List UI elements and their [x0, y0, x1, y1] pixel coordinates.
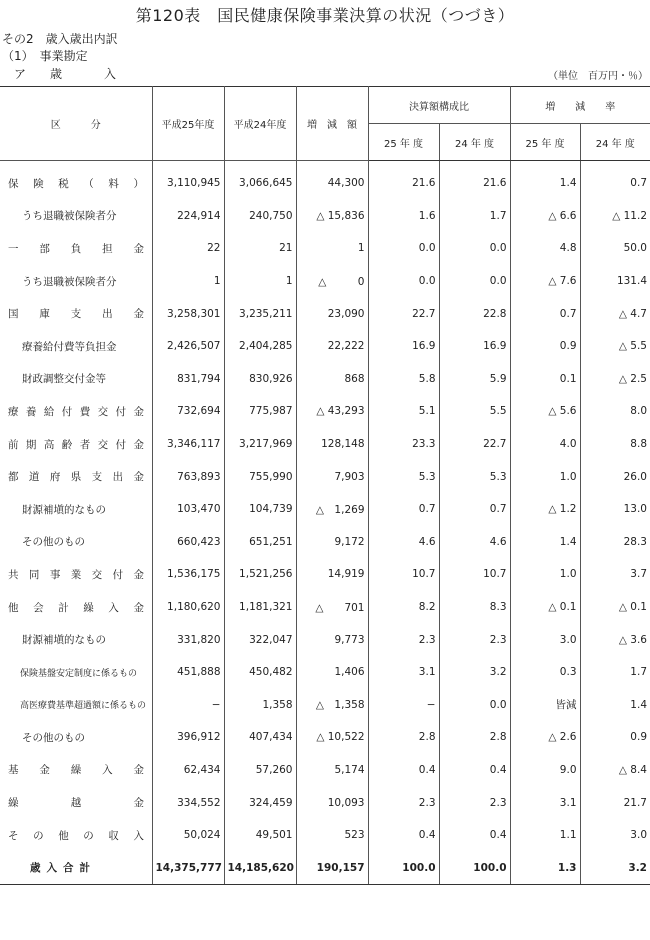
- cell-change: 868: [296, 363, 368, 396]
- cell-fy25: 224,914: [152, 200, 224, 233]
- cell-rate24: 28.3: [580, 526, 650, 559]
- row-label: その他の収入: [8, 829, 144, 842]
- table-row: [0, 623, 650, 656]
- cell-fy25: 2,426,507: [152, 330, 224, 363]
- cell-rate25: 0.9: [510, 330, 580, 363]
- cell-comp25: 2.3: [368, 786, 439, 819]
- cell-rate24: △ 5.5: [580, 330, 650, 363]
- cell-rate24: △ 3.6: [580, 623, 650, 656]
- cell-change: 128,148: [296, 428, 368, 461]
- cell-change: △ 43,293: [296, 395, 368, 428]
- table-row: [0, 591, 650, 624]
- cell-fy25: 50,024: [152, 819, 224, 852]
- cell-change: 14,919: [296, 558, 368, 591]
- row-label: 療養給付費交付金: [8, 405, 144, 418]
- cell-fy24: 830,926: [224, 363, 296, 396]
- cell-fy25: 3,258,301: [152, 297, 224, 330]
- table-row: [0, 851, 650, 884]
- table-row: [0, 460, 650, 493]
- cell-rate25: 0.7: [510, 297, 580, 330]
- cell-fy24: 1,181,321: [224, 591, 296, 624]
- cell-fy25: 331,820: [152, 623, 224, 656]
- cell-fy25: 334,552: [152, 786, 224, 819]
- cell-rate25: △ 5.6: [510, 395, 580, 428]
- header-rate25: 25 年 度: [510, 124, 580, 161]
- row-label-cell: [0, 851, 152, 884]
- row-label: 療養給付費等負担金: [22, 340, 117, 353]
- cell-rate24: 26.0: [580, 460, 650, 493]
- cell-comp25: 5.1: [368, 395, 439, 428]
- cell-rate25: △ 1.2: [510, 493, 580, 526]
- cell-rate24: 21.7: [580, 786, 650, 819]
- cell-comp24: 3.2: [439, 656, 510, 689]
- cell-rate25: 0.3: [510, 656, 580, 689]
- header-fy25: 平成25年度: [152, 87, 224, 161]
- cell-change: △ 0: [296, 265, 368, 298]
- cell-fy24: 3,235,211: [224, 297, 296, 330]
- cell-comp24: 5.9: [439, 363, 510, 396]
- cell-comp24: 22.8: [439, 297, 510, 330]
- table-row: [0, 526, 650, 559]
- cell-comp25: 0.0: [368, 232, 439, 265]
- cell-fy24: 775,987: [224, 395, 296, 428]
- row-label-cell: [0, 493, 152, 526]
- header-rate: 増 減 率: [510, 87, 650, 124]
- cell-fy24: 240,750: [224, 200, 296, 233]
- row-label-cell: [0, 786, 152, 819]
- header-change: 増 減 額: [296, 87, 368, 161]
- cell-comp25: 22.7: [368, 297, 439, 330]
- cell-change: 1,406: [296, 656, 368, 689]
- cell-rate24: 8.8: [580, 428, 650, 461]
- cell-fy25: 1,180,620: [152, 591, 224, 624]
- cell-fy24: 1,358: [224, 689, 296, 722]
- row-label-cell: [0, 161, 152, 200]
- table-row: [0, 558, 650, 591]
- cell-rate25: △ 7.6: [510, 265, 580, 298]
- cell-fy24: 3,217,969: [224, 428, 296, 461]
- cell-change: △ 1,269: [296, 493, 368, 526]
- table-row: [0, 161, 650, 200]
- cell-rate24: 1.4: [580, 689, 650, 722]
- row-label-cell: [0, 526, 152, 559]
- cell-comp24: 5.5: [439, 395, 510, 428]
- table-row: [0, 363, 650, 396]
- row-label: 歳入合計: [30, 862, 96, 875]
- header-comp24: 24 年 度: [439, 124, 510, 161]
- cell-rate24: △ 2.5: [580, 363, 650, 396]
- cell-comp24: 1.7: [439, 200, 510, 233]
- table-row: [0, 200, 650, 233]
- cell-change: 10,093: [296, 786, 368, 819]
- cell-comp25: 1.6: [368, 200, 439, 233]
- cell-change: 9,773: [296, 623, 368, 656]
- row-label: 保険税（料）: [8, 177, 144, 190]
- table-row: [0, 265, 650, 298]
- table-row: [0, 493, 650, 526]
- section-label: ア 歳 入: [14, 67, 123, 81]
- cell-fy24: 57,260: [224, 754, 296, 787]
- cell-fy25: 831,794: [152, 363, 224, 396]
- table-body: [0, 161, 650, 885]
- row-label: 財源補塡的なもの: [22, 503, 106, 516]
- cell-comp24: 21.6: [439, 161, 510, 200]
- table-row: [0, 819, 650, 852]
- cell-change: 44,300: [296, 161, 368, 200]
- cell-rate24: 8.0: [580, 395, 650, 428]
- cell-comp25: 3.1: [368, 656, 439, 689]
- cell-fy25: 1: [152, 265, 224, 298]
- cell-rate25: 9.0: [510, 754, 580, 787]
- cell-fy24: 3,066,645: [224, 161, 296, 200]
- table-row: [0, 786, 650, 819]
- cell-fy25: 14,375,777: [152, 851, 224, 884]
- cell-comp25: 0.0: [368, 265, 439, 298]
- row-label-cell: [0, 232, 152, 265]
- cell-fy24: 2,404,285: [224, 330, 296, 363]
- cell-fy24: 407,434: [224, 721, 296, 754]
- row-label-cell: [0, 656, 152, 689]
- cell-comp25: 23.3: [368, 428, 439, 461]
- cell-fy25: 396,912: [152, 721, 224, 754]
- cell-comp24: 4.6: [439, 526, 510, 559]
- cell-comp24: 2.3: [439, 786, 510, 819]
- subtitle-breakdown: その2 歳入歳出内訳: [2, 32, 118, 46]
- cell-rate24: △ 8.4: [580, 754, 650, 787]
- cell-comp24: 0.7: [439, 493, 510, 526]
- cell-comp24: 22.7: [439, 428, 510, 461]
- table-title: 第120表 国民健康保険事業決算の状況（つづき）: [135, 6, 515, 25]
- cell-fy24: 21: [224, 232, 296, 265]
- row-label: 高医療費基準超過額に係るもの: [20, 701, 147, 712]
- table-row: [0, 330, 650, 363]
- cell-comp25: 2.8: [368, 721, 439, 754]
- cell-comp24: 5.3: [439, 460, 510, 493]
- cell-comp24: 0.4: [439, 754, 510, 787]
- row-label: 保険基盤安定制度に係るもの: [20, 668, 138, 679]
- row-label: 他会計繰入金: [8, 601, 144, 614]
- cell-rate25: 4.0: [510, 428, 580, 461]
- cell-rate24: △ 4.7: [580, 297, 650, 330]
- row-label: うち退職被保険者分: [22, 275, 117, 288]
- table-row: [0, 395, 650, 428]
- cell-comp24: 0.0: [439, 232, 510, 265]
- row-label-cell: [0, 395, 152, 428]
- cell-comp24: 2.3: [439, 623, 510, 656]
- cell-fy25: 660,423: [152, 526, 224, 559]
- header-composition: 決算額構成比: [368, 87, 510, 124]
- row-label: 財政調整交付金等: [22, 373, 106, 386]
- cell-fy25: 732,694: [152, 395, 224, 428]
- cell-fy25: 22: [152, 232, 224, 265]
- cell-comp25: 5.8: [368, 363, 439, 396]
- row-label: 繰越金: [8, 797, 144, 810]
- cell-fy25: 451,888: [152, 656, 224, 689]
- cell-comp24: 100.0: [439, 851, 510, 884]
- cell-change: 22,222: [296, 330, 368, 363]
- cell-fy25: 3,110,945: [152, 161, 224, 200]
- row-label-cell: [0, 689, 152, 722]
- cell-rate25: 1.3: [510, 851, 580, 884]
- row-label: 一部負担金: [8, 242, 144, 255]
- header-fy24: 平成24年度: [224, 87, 296, 161]
- cell-comp25: 10.7: [368, 558, 439, 591]
- cell-fy25: 62,434: [152, 754, 224, 787]
- cell-change: △ 15,836: [296, 200, 368, 233]
- subtitle-account: （1） 事業勘定: [2, 49, 88, 63]
- table-row: [0, 297, 650, 330]
- cell-comp24: 8.3: [439, 591, 510, 624]
- table-row: [0, 721, 650, 754]
- table-row: [0, 232, 650, 265]
- cell-rate24: 3.2: [580, 851, 650, 884]
- table-row: [0, 656, 650, 689]
- cell-comp24: 10.7: [439, 558, 510, 591]
- cell-comp25: 2.3: [368, 623, 439, 656]
- cell-rate24: △ 0.1: [580, 591, 650, 624]
- cell-rate25: 1.0: [510, 460, 580, 493]
- cell-fy25: 763,893: [152, 460, 224, 493]
- cell-rate25: 1.4: [510, 161, 580, 200]
- cell-change: 523: [296, 819, 368, 852]
- cell-fy25: 103,470: [152, 493, 224, 526]
- row-label: うち退職被保険者分: [22, 210, 117, 223]
- cell-fy25: 3,346,117: [152, 428, 224, 461]
- row-label: その他のもの: [22, 731, 85, 744]
- cell-rate25: 3.1: [510, 786, 580, 819]
- header-comp25: 25 年 度: [368, 124, 439, 161]
- cell-change: △ 10,522: [296, 721, 368, 754]
- cell-comp25: 4.6: [368, 526, 439, 559]
- cell-comp25: 100.0: [368, 851, 439, 884]
- cell-fy25: −: [152, 689, 224, 722]
- cell-fy24: 755,990: [224, 460, 296, 493]
- cell-rate24: 3.7: [580, 558, 650, 591]
- table-row: [0, 689, 650, 722]
- row-label-cell: [0, 623, 152, 656]
- cell-fy24: 104,739: [224, 493, 296, 526]
- cell-rate25: 1.0: [510, 558, 580, 591]
- cell-rate24: △ 11.2: [580, 200, 650, 233]
- cell-rate25: △ 2.6: [510, 721, 580, 754]
- cell-comp25: 0.7: [368, 493, 439, 526]
- cell-comp25: −: [368, 689, 439, 722]
- row-label-cell: [0, 428, 152, 461]
- row-label-cell: [0, 265, 152, 298]
- cell-change: 1: [296, 232, 368, 265]
- cell-rate25: 1.4: [510, 526, 580, 559]
- row-label-cell: [0, 819, 152, 852]
- cell-rate24: 0.9: [580, 721, 650, 754]
- cell-change: 5,174: [296, 754, 368, 787]
- row-label: 財源補塡的なもの: [22, 634, 106, 647]
- cell-comp25: 21.6: [368, 161, 439, 200]
- cell-comp25: 16.9: [368, 330, 439, 363]
- cell-rate25: △ 0.1: [510, 591, 580, 624]
- cell-change: 7,903: [296, 460, 368, 493]
- cell-comp25: 8.2: [368, 591, 439, 624]
- row-label: 前期高齢者交付金: [8, 438, 144, 451]
- cell-comp24: 16.9: [439, 330, 510, 363]
- cell-rate24: 1.7: [580, 656, 650, 689]
- row-label: 国庫支出金: [8, 308, 144, 321]
- header-rate24: 24 年 度: [580, 124, 650, 161]
- cell-change: △ 1,358: [296, 689, 368, 722]
- cell-fy24: 1,521,256: [224, 558, 296, 591]
- row-label-cell: [0, 460, 152, 493]
- row-label: その他のもの: [22, 536, 85, 549]
- table-row: [0, 428, 650, 461]
- row-label-cell: [0, 363, 152, 396]
- row-label-cell: [0, 754, 152, 787]
- cell-comp24: 0.0: [439, 265, 510, 298]
- cell-comp24: 0.4: [439, 819, 510, 852]
- cell-fy24: 651,251: [224, 526, 296, 559]
- table-row: [0, 754, 650, 787]
- cell-rate25: 3.0: [510, 623, 580, 656]
- cell-fy24: 324,459: [224, 786, 296, 819]
- revenue-table: [0, 86, 650, 885]
- unit-label: （単位 百万円・％）: [548, 71, 648, 82]
- cell-fy24: 322,047: [224, 623, 296, 656]
- cell-rate24: 50.0: [580, 232, 650, 265]
- row-label-cell: [0, 200, 152, 233]
- cell-rate25: 4.8: [510, 232, 580, 265]
- cell-change: △ 701: [296, 591, 368, 624]
- cell-fy25: 1,536,175: [152, 558, 224, 591]
- cell-rate24: 3.0: [580, 819, 650, 852]
- cell-comp24: 0.0: [439, 689, 510, 722]
- cell-rate25: 0.1: [510, 363, 580, 396]
- cell-rate24: 13.0: [580, 493, 650, 526]
- cell-comp25: 5.3: [368, 460, 439, 493]
- row-label-cell: [0, 591, 152, 624]
- header-category: 区 分: [0, 87, 152, 161]
- row-label-cell: [0, 558, 152, 591]
- cell-change: 23,090: [296, 297, 368, 330]
- cell-comp24: 2.8: [439, 721, 510, 754]
- cell-change: 190,157: [296, 851, 368, 884]
- row-label-cell: [0, 297, 152, 330]
- cell-rate24: 131.4: [580, 265, 650, 298]
- row-label-cell: [0, 330, 152, 363]
- cell-fy24: 1: [224, 265, 296, 298]
- row-label: 都道府県支出金: [8, 471, 144, 484]
- row-label: 共同事業交付金: [8, 568, 144, 581]
- cell-comp25: 0.4: [368, 819, 439, 852]
- cell-fy24: 14,185,620: [224, 851, 296, 884]
- row-label: 基金繰入金: [8, 764, 144, 777]
- cell-rate24: 0.7: [580, 161, 650, 200]
- cell-fy24: 49,501: [224, 819, 296, 852]
- row-label-cell: [0, 721, 152, 754]
- cell-rate25: △ 6.6: [510, 200, 580, 233]
- cell-fy24: 450,482: [224, 656, 296, 689]
- cell-comp25: 0.4: [368, 754, 439, 787]
- cell-rate25: 皆減: [510, 689, 580, 722]
- cell-change: 9,172: [296, 526, 368, 559]
- cell-rate25: 1.1: [510, 819, 580, 852]
